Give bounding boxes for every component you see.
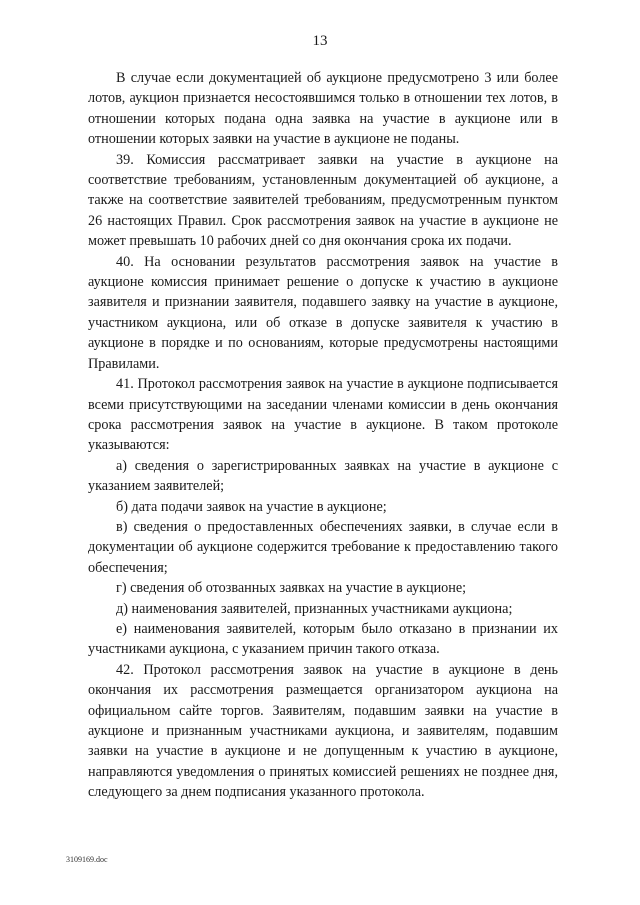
paragraph-39: 39. Комиссия рассматривает заявки на участие в аукционе на соответствие требованиям, установленным документацией об аукционе, а также на соответствие заявителей требованиям, предусмотренным пунктом 26 настоящих Правил. Срок рассмотрения заявок на участие в аукционе не может превышать 10 рабочих дней со дня окончания срока их подачи. — [88, 151, 558, 250]
list-item-d: д) наименования заявителей, признанных участниками аукциона; — [116, 600, 513, 617]
page-number: 13 — [312, 33, 328, 49]
list-item-b: б) дата подачи заявок на участие в аукционе; — [116, 498, 387, 515]
footer-filename: 3109169.doc — [66, 855, 108, 864]
paragraph-41: 41. Протокол рассмотрения заявок на участие в аукционе подписывается всеми присутствующими на заседании членами комиссии в день окончания срока рассмотрения заявок на участие в аукционе. В таком протоколе указываются: — [88, 376, 558, 454]
list-item-v: в) сведения о предоставленных обеспечениях заявки, в случае если в документации об аукционе содержится требование к предоставлению такого обеспечения; — [88, 518, 558, 576]
list-item-e: е) наименования заявителей, которым было отказано в признании их участниками аукциона, с указанием причин такого отказа. — [88, 620, 558, 658]
paragraph-40: 40. На основании результатов рассмотрения заявок на участие в аукционе комиссия принимает решение о допуске к участию в аукционе заявителя и признании заявителя, подавшего заявку на участие в аукционе, участником аукциона, или об отказе в допуске заявителя к участию в аукционе в порядке и по основаниям, которые предусмотрены настоящими Правилами. — [88, 253, 558, 372]
list-item-a: а) сведения о зарегистрированных заявках на участие в аукционе с указанием заявителей; — [88, 457, 558, 495]
body-text — [88, 68, 558, 803]
paragraph-lots-intro: В случае если документацией об аукционе предусмотрено 3 или более лотов, аукцион признается несостоявшимся только в отношении тех лотов, в отношении которых подана одна заявка на участие в аукционе или в отношении которых заявки на участие в аукционе не поданы. — [88, 70, 558, 148]
paragraph-42: 42. Протокол рассмотрения заявок на участие в аукционе в день окончания их рассмотрения размещается организатором аукциона на официальном сайте торгов. Заявителям, подавшим заявки на участие в аукционе и признанным участниками аукциона, и заявителям, подавшим заявки на участие в аукционе и не допущенным к участию в аукционе, направляются уведомления о принятых комиссией решениях не позднее дня, следующего за днем подписания указанного протокола. — [88, 661, 558, 801]
list-item-g: г) сведения об отозванных заявках на участие в аукционе; — [116, 580, 467, 597]
